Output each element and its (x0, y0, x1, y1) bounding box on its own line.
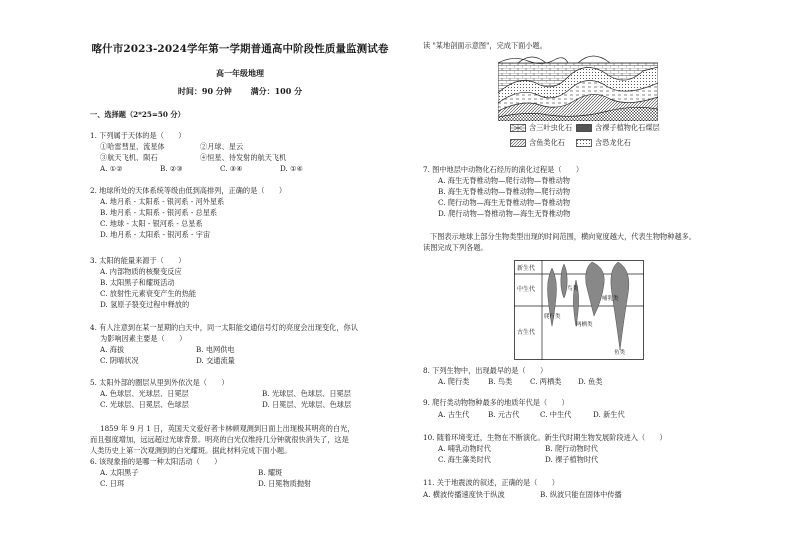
legend-label: 含恐龙化石 (595, 138, 631, 147)
exam-grade: 高一年级地理 (216, 68, 264, 78)
q4-choice-a: A. 海拔 (100, 345, 125, 354)
q5-choice-a: A. 色球层、光球层、日冕层 (100, 389, 189, 398)
q4-stem: 4. 有人注意到在某一星期的白天中，同一太阳能交通信号灯的亮度会出现变化，你认 (90, 323, 358, 332)
q10-choice-b: B. 爬行动物时代 (545, 444, 598, 453)
q6-choice-c: C. 日珥 (100, 479, 125, 488)
q5-choice-b: B. 光球层、色球层、日冕层 (262, 389, 351, 398)
q1-choice-a: A. ①② (100, 164, 123, 173)
q9-choice-a: A. 古生代 (438, 410, 470, 419)
q3-stem: 3. 太阳的能量来源于（ ） (90, 256, 186, 265)
era-label-mesozoic: 中生代 (517, 286, 536, 293)
q5-choice-c: C. 光球层、日冕层、色球层 (100, 400, 189, 409)
legend-label: 含裸子植物化石煤层 (595, 123, 660, 132)
legend-swatch-trilobite (510, 124, 526, 132)
q11-choice-a: A. 横波传播速度快于纵波 (423, 490, 505, 499)
q8-choice-a: A. 爬行类 (438, 377, 470, 386)
q10-choice-d: D. 裸子植物时代 (545, 455, 599, 464)
evolution-intro: 下图表示地球上部分生物类型出现的时间范围，横向宽度越大，代表生物物种越多。 (430, 232, 696, 241)
q8-stem: 8. 下列生物中，出现最早的是（ ） (423, 366, 548, 375)
q1-stem: 1. 下列属于天体的是（ ） (90, 131, 186, 140)
q9-choice-d: D. 新生代 (593, 410, 625, 419)
legend-label: 含鱼类化石 (529, 138, 565, 147)
q10-choice-a: A. 哺乳动物时代 (438, 444, 491, 453)
q3-choice-a: A. 内部物质的核聚变反应 (100, 267, 182, 276)
geology-cross-section (498, 53, 658, 121)
legend-label: 含三叶虫化石 (529, 123, 573, 132)
q7-choice-a: A. 海生无脊椎动物—爬行动物—脊椎动物 (438, 176, 570, 185)
era-label-paleozoic: 古生代 (517, 329, 536, 336)
q2-choice-c: C. 地球 - 太阳 - 银河系 - 总星系 (100, 219, 203, 228)
q4-choice-d: D. 交通流量 (196, 356, 235, 365)
q3-choice-b: B. 太阳黑子和耀斑活动 (100, 278, 175, 287)
q1-choice-d: D. ①④ (280, 164, 303, 173)
q2-stem: 2. 地球所处的天体系统等级由低到高排列，正确的是（ ） (90, 186, 287, 195)
q7-choice-d: D. 爬行动物—脊椎动物—海生无脊椎动物 (438, 209, 571, 218)
era-label-cenozoic: 新生代 (517, 265, 536, 272)
legend-swatch-dinosaur (576, 139, 592, 147)
section-title: 一、选择题（2*25=50 分） (90, 110, 185, 119)
q1-option: ③航天飞机、陨石 (100, 153, 158, 162)
q1-option: ②月球、星云 (200, 142, 244, 151)
q7-choice-c: C. 爬行动物—海生无脊椎动物—脊椎动物 (438, 198, 571, 207)
label-mammals: 哺乳类 (602, 296, 619, 302)
q4-choice-c: C. 阴晴状况 (100, 356, 139, 365)
q2-choice-b: B. 地月系 - 太阳系 - 银河系 - 总星系 (100, 208, 218, 217)
evolution-intro: 读图完成下列各题。 (423, 243, 488, 252)
q7-choice-b: B. 海生无脊椎动物—脊椎动物—爬行动物 (438, 187, 571, 196)
exam-score: 满分：100 分 (250, 86, 303, 96)
q7-stem: 7. 图中地层中动物化石经历的演化过程是（ ） (423, 165, 584, 174)
label-fish: 鱼类 (614, 350, 626, 356)
evolution-diagram (514, 260, 644, 360)
q8-choice-c: C. 两栖类 (530, 377, 562, 386)
passage-line: 1859 年 9 月 1 日，英国天文爱好者卡林顿观测到日面上出现极其明亮的白光， (100, 424, 355, 433)
q8-choice-d: D. 鱼类 (578, 377, 603, 386)
q1-option: ①哈雷彗星、流星体 (100, 142, 165, 151)
label-amphibians: 两栖类 (576, 322, 593, 328)
q2-choice-d: D. 地月系 - 太阳系 - 银河系 - 宇宙 (100, 230, 211, 239)
q2-choice-a: A. 地月系 - 太阳系 - 银河系 - 河外星系 (100, 197, 225, 206)
exam-time: 时间：90 分钟 (177, 86, 232, 96)
q6-choice-d: D. 日冕物质抛射 (258, 479, 312, 488)
label-birds: 鸟类 (567, 286, 579, 292)
q11-stem: 11. 关于地震波的叙述，正确的是（ ） (423, 478, 559, 487)
q1-choice-b: B. ②③ (160, 164, 183, 173)
q9-choice-b: B. 元古代 (488, 410, 520, 419)
q5-choice-d: D. 日冕层、光球层、色球层 (262, 400, 352, 409)
q11-choice-b: B. 纵波只能在固体中传播 (540, 490, 622, 499)
q10-choice-c: C. 海生藻类时代 (438, 455, 491, 464)
q4-stem-cont: 为影响因素主要是（ ） (100, 334, 187, 343)
passage-line: 人类历史上第一次观测到的白光耀斑。据此材料完成下面小题。 (90, 446, 292, 455)
q8-choice-b: B. 鸟类 (488, 377, 513, 386)
q9-stem: 9. 爬行类动物物种最多的地质年代是（ ） (423, 398, 569, 407)
q1-choice-c: C. ③④ (220, 164, 243, 173)
q6-stem: 6. 该现象指的是哪一种太阳活动（ ） (90, 457, 222, 466)
q9-choice-c: C. 中生代 (540, 410, 572, 419)
q1-option: ④恒星、待发射的航天飞机 (200, 153, 287, 162)
q5-stem: 5. 太阳外部的圈层从里到外依次是（ ） (90, 378, 229, 387)
passage-line: 而且强度增加，远远超过光球背景。明亮的白光仅维持几分钟就很快消失了，这是 (90, 435, 349, 444)
legend-swatch-fish (510, 139, 526, 147)
q6-choice-a: A. 太阳黑子 (100, 468, 139, 477)
exam-title: 喀什市2023-2024学年第一学期普通高中阶段性质量监测试卷 (91, 43, 389, 55)
q3-choice-d: D. 氢原子裂变过程中释放的 (100, 300, 190, 309)
q6-choice-b: B. 耀斑 (258, 468, 283, 477)
q10-stem: 10. 随着环境变迁，生物在不断演化。新生代时期生物发展阶段进入（ ） (423, 433, 667, 442)
q3-choice-c: C. 放射性元素衰变产生的热能 (100, 289, 197, 298)
q4-choice-b: B. 电网供电 (196, 345, 235, 354)
legend-swatch-gymnosperm-coal (576, 124, 592, 132)
geology-intro: 读 "某地剖面示意图"，完成下面小题。 (423, 41, 547, 50)
exam-meta (90, 86, 390, 97)
label-reptiles: 爬行类 (544, 314, 561, 320)
